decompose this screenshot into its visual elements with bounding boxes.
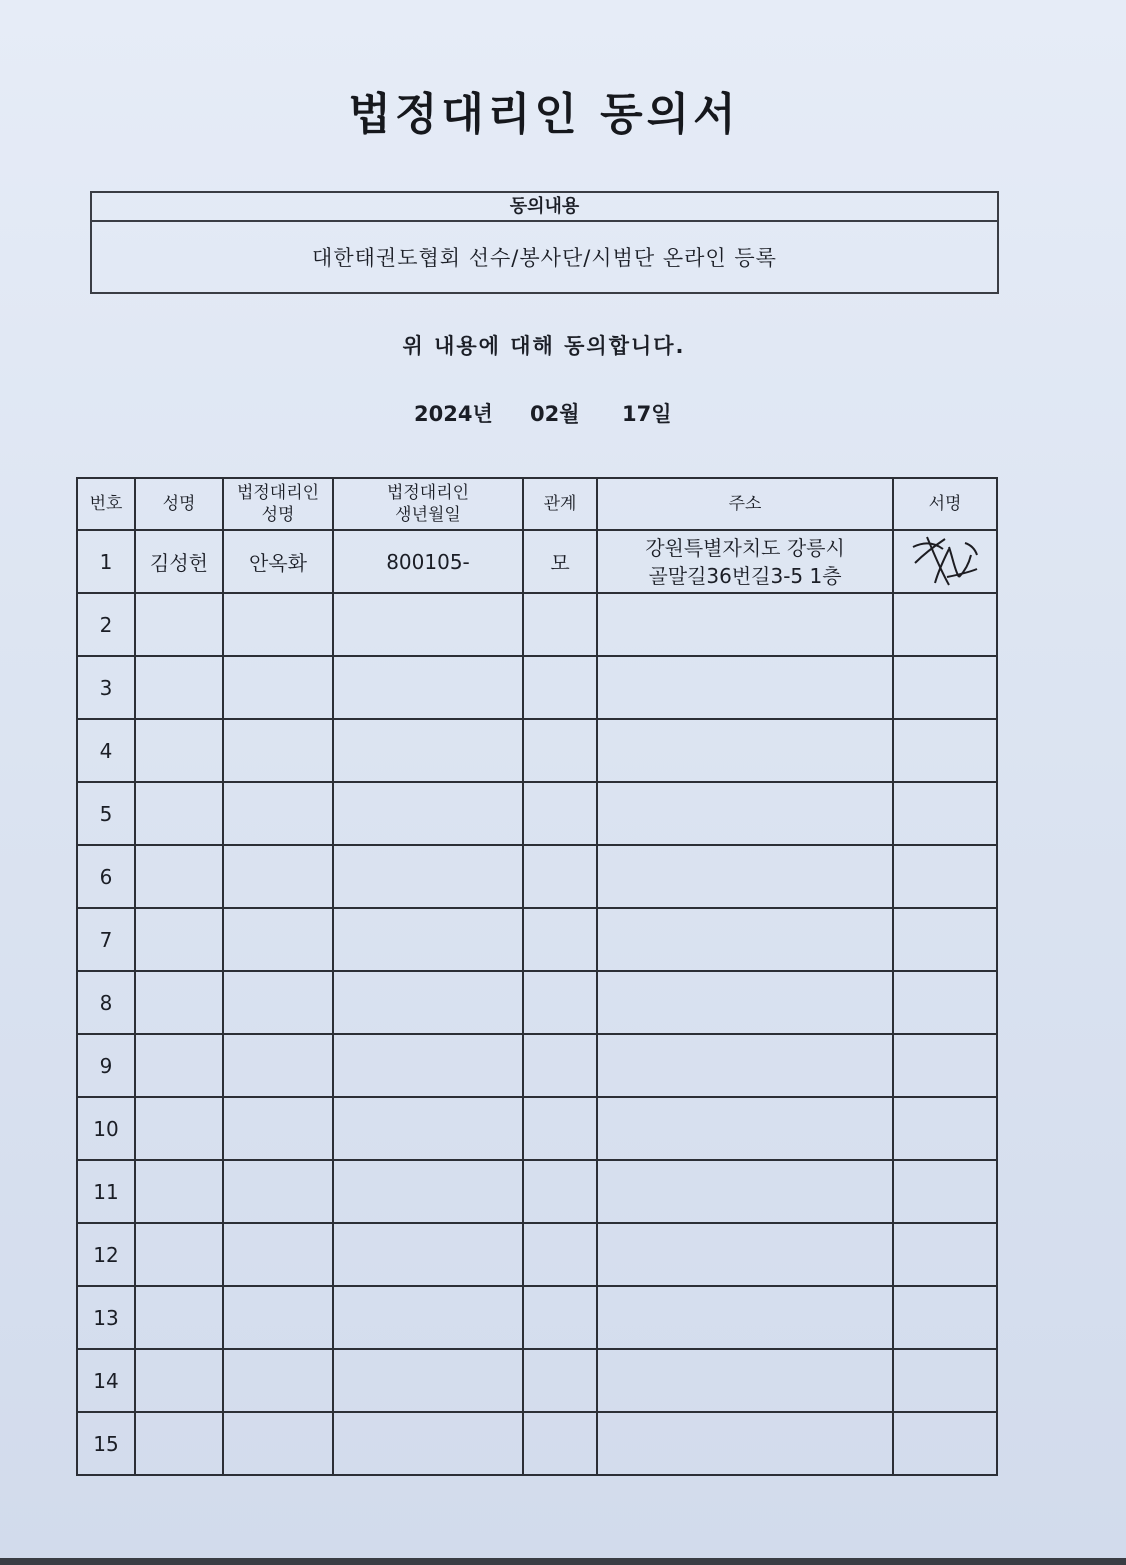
cell-birth — [333, 1349, 523, 1412]
cell-signature — [893, 782, 997, 845]
cell-signature — [893, 908, 997, 971]
cell-number: 6 — [77, 845, 135, 908]
document-title: 법정대리인 동의서 — [348, 89, 740, 140]
header-guardian-name-line2: 성명 — [261, 505, 295, 525]
table-row — [77, 845, 997, 908]
cell-name — [135, 1097, 223, 1160]
cell-guardian — [223, 1097, 333, 1160]
cell-name — [135, 1286, 223, 1349]
header-guardian-name — [223, 478, 333, 530]
cell-guardian — [223, 1349, 333, 1412]
cell-name — [135, 782, 223, 845]
cell-guardian — [223, 656, 333, 719]
cell-birth — [333, 845, 523, 908]
cell-name — [135, 593, 223, 656]
cell-relation — [523, 719, 597, 782]
cell-signature — [893, 845, 997, 908]
cell-address — [597, 1097, 893, 1160]
table-row — [77, 719, 997, 782]
cell-name — [135, 719, 223, 782]
cell-guardian — [223, 908, 333, 971]
guardian-roster-table — [76, 477, 998, 1476]
cell-address — [597, 782, 893, 845]
cell-number: 12 — [77, 1223, 135, 1286]
cell-birth — [333, 1223, 523, 1286]
cell-birth — [333, 1034, 523, 1097]
table-row — [77, 1160, 997, 1223]
date-month: 02월 — [530, 402, 580, 426]
table-row — [77, 1097, 997, 1160]
table-row — [77, 656, 997, 719]
cell-signature — [893, 1097, 997, 1160]
consent-box — [90, 191, 999, 294]
cell-relation — [523, 845, 597, 908]
handwritten-signature — [905, 533, 985, 591]
address-line2: 골말길36번길3-5 1층 — [648, 563, 842, 588]
cell-name — [135, 845, 223, 908]
cell-name — [135, 1412, 223, 1475]
cell-relation — [523, 1349, 597, 1412]
table-row — [77, 782, 997, 845]
cell-signature — [893, 971, 997, 1034]
cell-relation — [523, 1097, 597, 1160]
table-row — [77, 530, 997, 593]
cell-address — [597, 593, 893, 656]
cell-number: 2 — [77, 593, 135, 656]
cell-number: 14 — [77, 1349, 135, 1412]
table-row — [77, 1412, 997, 1475]
cell-signature — [893, 593, 997, 656]
cell-name — [135, 908, 223, 971]
date-year: 2024년 — [414, 402, 493, 426]
header-signature: 서명 — [893, 478, 997, 530]
cell-signature — [893, 1412, 997, 1475]
cell-number: 10 — [77, 1097, 135, 1160]
cell-guardian: 안옥화 — [223, 530, 333, 593]
cell-relation: 모 — [523, 530, 597, 593]
cell-guardian — [223, 782, 333, 845]
cell-number: 15 — [77, 1412, 135, 1475]
cell-address — [597, 1223, 893, 1286]
cell-address — [597, 1349, 893, 1412]
cell-number: 7 — [77, 908, 135, 971]
cell-address — [597, 908, 893, 971]
date-day: 17일 — [622, 402, 672, 426]
cell-birth — [333, 908, 523, 971]
cell-name: 김성헌 — [135, 530, 223, 593]
cell-relation — [523, 971, 597, 1034]
header-address: 주소 — [597, 478, 893, 530]
consent-body: 대한태권도협회 선수/봉사단/시범단 온라인 등록 — [312, 246, 777, 270]
cell-signature — [893, 1034, 997, 1097]
cell-number: 8 — [77, 971, 135, 1034]
cell-birth — [333, 593, 523, 656]
cell-relation — [523, 656, 597, 719]
table-row — [77, 908, 997, 971]
cell-signature — [893, 1160, 997, 1223]
header-number: 번호 — [77, 478, 135, 530]
cell-address — [597, 1160, 893, 1223]
cell-guardian — [223, 1223, 333, 1286]
cell-name — [135, 971, 223, 1034]
cell-relation — [523, 1160, 597, 1223]
cell-guardian — [223, 1286, 333, 1349]
cell-guardian — [223, 719, 333, 782]
cell-relation — [523, 908, 597, 971]
cell-birth — [333, 1097, 523, 1160]
header-name: 성명 — [135, 478, 223, 530]
cell-guardian — [223, 845, 333, 908]
header-guardian-birth-line1: 법정대리인 — [386, 483, 470, 503]
cell-birth — [333, 1286, 523, 1349]
cell-signature — [893, 1349, 997, 1412]
cell-address — [597, 1286, 893, 1349]
cell-birth — [333, 1160, 523, 1223]
header-guardian-name-line1: 법정대리인 — [236, 483, 320, 503]
header-guardian-birth-line2: 생년월일 — [395, 505, 461, 525]
cell-birth — [333, 656, 523, 719]
cell-address — [597, 530, 893, 593]
cell-guardian — [223, 1412, 333, 1475]
cell-address — [597, 656, 893, 719]
cell-number: 13 — [77, 1286, 135, 1349]
cell-birth — [333, 719, 523, 782]
cell-name — [135, 1034, 223, 1097]
cell-signature — [893, 719, 997, 782]
cell-signature — [893, 1286, 997, 1349]
cell-name — [135, 1223, 223, 1286]
cell-relation — [523, 1412, 597, 1475]
table-row — [77, 1223, 997, 1286]
cell-address — [597, 971, 893, 1034]
cell-address — [597, 845, 893, 908]
cell-address — [597, 1034, 893, 1097]
cell-name — [135, 1349, 223, 1412]
table-row — [77, 1349, 997, 1412]
header-guardian-birth — [333, 478, 523, 530]
cell-signature — [893, 656, 997, 719]
cell-number: 1 — [77, 530, 135, 593]
table-row — [77, 1286, 997, 1349]
agree-statement: 위 내용에 대해 동의합니다. — [402, 334, 686, 358]
table-row — [77, 971, 997, 1034]
bottom-edge — [0, 1558, 1126, 1565]
cell-birth — [333, 1412, 523, 1475]
cell-relation — [523, 1034, 597, 1097]
cell-signature — [893, 1223, 997, 1286]
table-row — [77, 1034, 997, 1097]
cell-name — [135, 1160, 223, 1223]
cell-birth — [333, 782, 523, 845]
cell-guardian — [223, 1034, 333, 1097]
cell-number: 11 — [77, 1160, 135, 1223]
cell-relation — [523, 782, 597, 845]
header-relation: 관계 — [523, 478, 597, 530]
cell-relation — [523, 1286, 597, 1349]
cell-address — [597, 1412, 893, 1475]
cell-birth: 800105- — [333, 530, 523, 593]
cell-number: 4 — [77, 719, 135, 782]
table-header-row — [77, 478, 997, 530]
cell-name — [135, 656, 223, 719]
address-line1: 강원특별자치도 강릉시 — [645, 535, 845, 560]
cell-number: 9 — [77, 1034, 135, 1097]
table-row — [77, 593, 997, 656]
cell-birth — [333, 971, 523, 1034]
cell-address — [597, 719, 893, 782]
cell-guardian — [223, 593, 333, 656]
cell-number: 5 — [77, 782, 135, 845]
cell-number: 3 — [77, 656, 135, 719]
cell-signature — [893, 530, 997, 593]
cell-relation — [523, 1223, 597, 1286]
cell-guardian — [223, 1160, 333, 1223]
cell-guardian — [223, 971, 333, 1034]
consent-header: 동의내용 — [92, 193, 997, 222]
cell-relation — [523, 593, 597, 656]
